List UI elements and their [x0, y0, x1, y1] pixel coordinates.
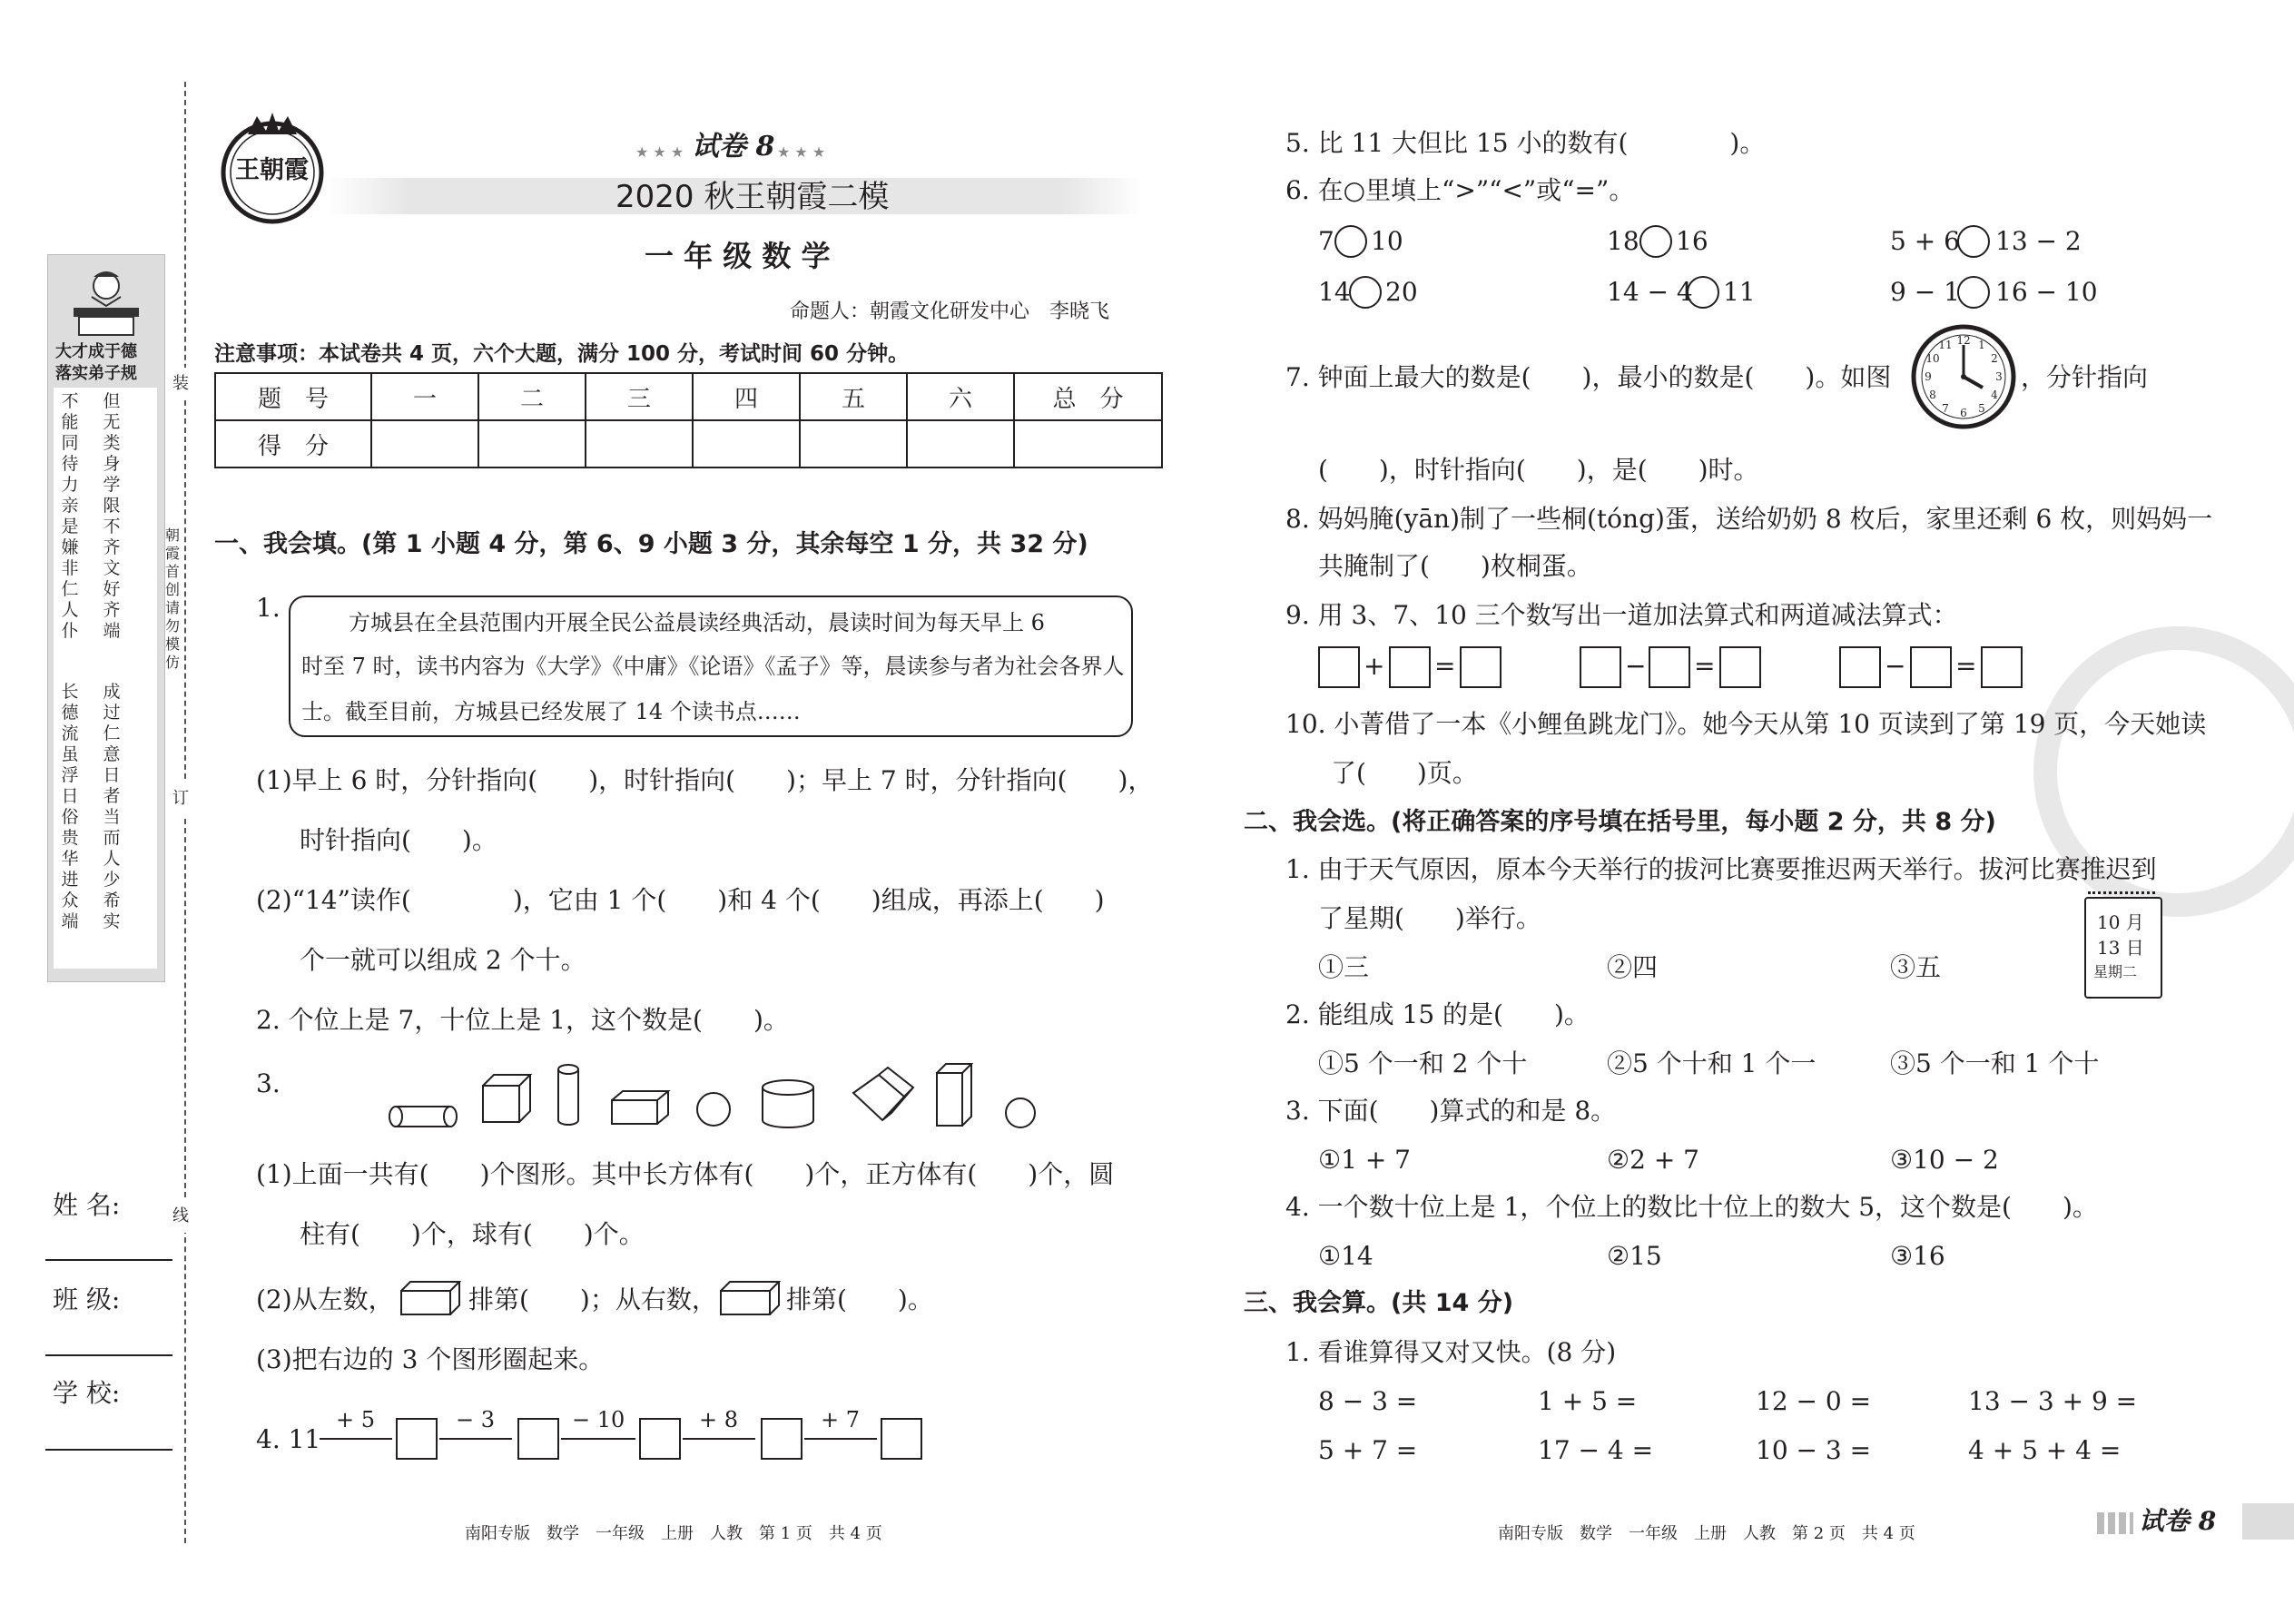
q4-answer-box[interactable] [761, 1418, 802, 1460]
s2-q3-option: ③10 − 2 [1890, 1145, 1999, 1175]
footer-tag-decor [2097, 1512, 2133, 1534]
q7-line2: ( )，时针指向( )，是( )时。 [1318, 455, 1759, 485]
score-cell: 五 [800, 373, 907, 420]
calc-item: 10 − 3 = [1756, 1435, 1872, 1465]
motto-top: 大才成于德 [55, 342, 137, 361]
cuboid-icon [719, 1280, 781, 1316]
q4-op-label: + 8 [699, 1407, 739, 1432]
q3-number: 3. [256, 1068, 281, 1098]
q6-left: 9 − 1 [1890, 277, 1960, 307]
calc-item: 13 − 3 + 9 = [1968, 1386, 2138, 1416]
q10-line1: 10. 小菁借了一本《小鲤鱼跳龙门》。她今天从第 10 页读到了第 19 页，今天她读 [1285, 709, 2207, 739]
cube-shape [483, 1075, 530, 1122]
score-input[interactable] [693, 420, 800, 468]
q6-right: 13 − 2 [1995, 226, 2082, 256]
q9-answer-box[interactable] [1910, 646, 1952, 688]
q6-left: 5 + 6 [1890, 226, 1960, 256]
score-cell: 三 [586, 373, 693, 420]
s2-q1-line2: 了星期( )举行。 [1318, 903, 1541, 933]
q9-answer-box[interactable] [1839, 646, 1881, 688]
q9-operator: = [1694, 651, 1716, 681]
q9-answer-box[interactable] [1981, 646, 2023, 688]
q6-left: 14 − 4 [1607, 277, 1693, 307]
cylinder-lying-shape [389, 1107, 457, 1127]
score-header-row [215, 373, 1162, 420]
q4-op-label: + 7 [821, 1407, 861, 1432]
q3-sub2-right: 排第( )。 [786, 1284, 933, 1314]
clock-icon [1910, 323, 2017, 430]
svg-text:1: 1 [1978, 339, 1985, 351]
q1-passage-line: 时至 7 时，读书内容为《大学》《中庸》《论语》《孟子》等，晨读参与者为社会各界人 [301, 654, 1125, 679]
motto-bottom: 落实弟子规 [55, 364, 137, 383]
q1-sub1-line1: (1)早上 6 时，分针指向( )，时针指向( )；早上 7 时，分针指向( )， [256, 765, 1154, 795]
notice-label-line: 注意事项：本试卷共 4 页，六个大题，满分 100 分，考试时间 60 分钟。 [214, 342, 910, 366]
q6-right: 11 [1723, 277, 1756, 307]
q6-compare-circle[interactable] [1957, 276, 1990, 309]
q5-text: 5. 比 11 大但比 15 小的数有( )。 [1285, 128, 1766, 158]
footer-gray-bar [2242, 1503, 2294, 1540]
q7-line1a: 7. 钟面上最大的数是( )，最小的数是( )。如图 [1285, 362, 1892, 392]
q6-left: 7 [1318, 226, 1334, 256]
arrow-icon [561, 1438, 635, 1440]
q3-sub1-line2: 柱有( )个，球有( )个。 [300, 1219, 645, 1249]
calendar-month: 10 月 [2097, 911, 2144, 933]
footer-paper-tag: 试卷 8 [2139, 1506, 2217, 1536]
section2-title: 二、我会选。(将正确答案的序号填在括号里，每小题 2 分，共 8 分) [1244, 808, 1996, 836]
q9-operator: − [1885, 651, 1906, 681]
brand-logo [213, 111, 331, 229]
q9-answer-box[interactable] [1318, 646, 1360, 688]
cylinder-standing-shape [558, 1065, 578, 1125]
sphere-small-shape [1006, 1098, 1035, 1127]
svg-text:3: 3 [1995, 370, 2003, 383]
calc-item: 17 − 4 = [1538, 1435, 1654, 1465]
calendar-day: 13 日 [2097, 937, 2144, 959]
s2-q3-text: 3. 下面( )算式的和是 8。 [1285, 1096, 1617, 1126]
svg-text:5: 5 [1978, 402, 1985, 415]
q9-operator: = [1955, 651, 1977, 681]
sidebar-motto-panel [47, 254, 165, 982]
svg-text:4: 4 [1991, 389, 1998, 401]
q6-right: 16 − 10 [1995, 277, 2098, 307]
q9-text: 9. 用 3、7、10 三个数写出一道加法算式和两道减法算式： [1285, 600, 1958, 630]
svg-text:8: 8 [1929, 389, 1936, 401]
seal-text: 朝霞首创 请勿模仿 [164, 527, 180, 671]
arrow-icon [439, 1438, 512, 1440]
q6-compare-circle[interactable] [1639, 225, 1672, 258]
s2-q4-option: ①14 [1318, 1241, 1373, 1271]
arrow-icon [683, 1438, 755, 1440]
calc-item: 4 + 5 + 4 = [1968, 1435, 2122, 1465]
name-label: 姓 名: [53, 1190, 121, 1220]
binding-mark: 订 [172, 782, 189, 815]
motto-column: 成过仁意日者当而人少希实 [103, 682, 121, 931]
q6-right: 10 [1371, 226, 1403, 256]
header-stars-left: ★ ★ ★ [635, 143, 684, 161]
q4-answer-box[interactable] [639, 1418, 681, 1460]
school-label: 学 校: [53, 1378, 121, 1408]
calc-item: 12 − 0 = [1756, 1386, 1872, 1416]
score-input[interactable] [586, 420, 693, 468]
arrow-icon [320, 1438, 392, 1440]
score-cell: 题 号 [215, 373, 371, 420]
q9-answer-box[interactable] [1719, 646, 1761, 688]
svg-text:6: 6 [1960, 407, 1967, 419]
footer-right: 南阳专版 数学 一年级 上册 人教 第 2 页 共 4 页 [1498, 1524, 1915, 1543]
score-table [214, 372, 1163, 468]
q2-text: 2. 个位上是 7，十位上是 1，这个数是( )。 [256, 1005, 789, 1035]
s2-q1-line1: 1. 由于天气原因，原本今天举行的拔河比赛要推迟两天举行。拔河比赛推迟到 [1285, 854, 2157, 884]
q4-op-label: + 5 [336, 1407, 376, 1432]
exam-title: 2020 秋王朝霞二模 [615, 179, 890, 215]
score-input[interactable] [478, 420, 586, 468]
calc-item: 1 + 5 = [1538, 1386, 1638, 1416]
calc-item: 5 + 7 = [1318, 1435, 1418, 1465]
score-cell: 四 [693, 373, 800, 420]
q6-left: 18 [1607, 226, 1639, 256]
footer-left: 南阳专版 数学 一年级 上册 人教 第 1 页 共 4 页 [465, 1524, 882, 1543]
motto-column: 不能同待力亲是嫌非仁人仆 [61, 391, 79, 641]
q1-sub1-line2: 时针指向( )。 [300, 825, 497, 855]
s2-q4-option: ②15 [1607, 1241, 1662, 1271]
q10-line2: 了( )页。 [1331, 758, 1478, 788]
q1-passage-line: 方城县在全县范围内开展全民公益晨读经典活动，晨读时间为每天早上 6 [349, 610, 1045, 635]
q3-shapes [381, 1060, 1071, 1133]
score-cell: 六 [907, 373, 1014, 420]
section3-title: 三、我会算。(共 14 分) [1244, 1289, 1514, 1317]
brand-logo-text: 王朝霞 [235, 156, 309, 184]
q9-answer-box[interactable] [1649, 646, 1690, 688]
score-cell: 总 分 [1014, 373, 1162, 420]
q4-op-label: − 10 [572, 1407, 625, 1432]
section1-title: 一、我会填。(第 1 小题 4 分，第 6、9 小题 3 分，其余每空 1 分，共 32 分) [214, 530, 1088, 558]
binding-mark: 装 [172, 368, 189, 400]
class-field[interactable] [45, 1354, 172, 1356]
q3-sub2-mid: 排第( )；从右数， [468, 1284, 717, 1314]
svg-text:12: 12 [1956, 334, 1971, 347]
q8-line2: 共腌制了( )枚桐蛋。 [1318, 551, 1592, 581]
score-value-row [215, 420, 1162, 468]
q6-text: 6. 在○里填上“>”“<”或“=”。 [1285, 175, 1635, 205]
author-line: 命题人：朝霞文化研发中心 李晓飞 [790, 300, 1110, 323]
q6-right: 20 [1385, 277, 1418, 307]
cuboid-tall-shape [937, 1064, 971, 1126]
q3-sub1-line1: (1)上面一共有( )个图形。其中长方体有( )个，正方体有( )个，圆 [256, 1159, 1115, 1189]
q1-sub2-line2: 个一就可以组成 2 个十。 [300, 945, 586, 975]
svg-text:11: 11 [1938, 339, 1953, 351]
q4-answer-box[interactable] [881, 1418, 922, 1460]
s2-q1-option: ③五 [1890, 952, 1942, 982]
svg-text:9: 9 [1925, 370, 1932, 383]
q1-number: 1. [256, 593, 281, 623]
s2-q1-option: ②四 [1607, 952, 1659, 982]
q4-answer-box[interactable] [517, 1418, 559, 1460]
q9-operator: − [1625, 651, 1647, 681]
q4-start: 4. 11 [256, 1424, 321, 1454]
arrow-icon [804, 1438, 877, 1440]
calendar-rings [2088, 891, 2155, 903]
q6-right: 16 [1676, 226, 1708, 256]
q6-compare-circle[interactable] [1687, 276, 1719, 309]
q9-answer-box[interactable] [1460, 646, 1501, 688]
q6-left: 14 [1318, 277, 1351, 307]
school-field[interactable] [45, 1449, 172, 1451]
motto-column: 长德流虽浮日俗贵华进众端 [61, 682, 79, 931]
s2-q2-option: ②5 个十和 1 个一 [1607, 1048, 1816, 1078]
s2-q3-option: ①1 + 7 [1318, 1145, 1411, 1175]
s2-q4-option: ③16 [1890, 1241, 1945, 1271]
q6-compare-circle[interactable] [1957, 225, 1990, 258]
q1-passage-line: 士。截至目前，方城县已经发展了 14 个读书点…… [301, 699, 801, 724]
s2-q2-text: 2. 能组成 15 的是( )。 [1285, 999, 1590, 1029]
score-cell: 一 [371, 373, 478, 420]
q8-line1: 8. 妈妈腌(yān)制了一些桐(tóng)蛋，送给奶奶 8 枚后，家里还剩 6 枚，则妈妈一 [1285, 504, 2213, 534]
cuboid-shape [612, 1091, 668, 1124]
score-input[interactable] [1014, 420, 1162, 468]
svg-text:7: 7 [1942, 402, 1949, 415]
q1-sub2-line1: (2)“14”读作( )，它由 1 个( )和 4 个( )组成，再添上( ) [256, 885, 1105, 915]
paper-tag: 试卷 8 [692, 131, 775, 162]
svg-text:10: 10 [1925, 352, 1940, 365]
q3-sub2-left: (2)从左数， [256, 1284, 394, 1314]
calendar-weekday: 星期二 [2093, 963, 2138, 980]
s2-q2-option: ①5 个一和 2 个十 [1318, 1048, 1528, 1078]
s2-q3-option: ②2 + 7 [1607, 1145, 1699, 1175]
scholar-figure-icon [66, 264, 146, 342]
score-cell: 得 分 [215, 420, 371, 468]
s2-q4-text: 4. 一个数十位上是 1，个位上的数比十位上的数大 5，这个数是( )。 [1285, 1192, 2098, 1222]
binding-mark: 线 [172, 1200, 189, 1233]
header-stars-right: ★ ★ ★ [777, 143, 826, 161]
s2-q1-option: ①三 [1318, 952, 1370, 982]
s2-q2-option: ③5 个一和 1 个十 [1890, 1048, 2100, 1078]
motto-column: 但无类身学限不齐文好齐端 [103, 391, 121, 641]
q4-op-label: − 3 [456, 1407, 496, 1432]
q3-sub3: (3)把右边的 3 个图形圈起来。 [256, 1344, 605, 1374]
score-input[interactable] [907, 420, 1014, 468]
q9-answer-box[interactable] [1580, 646, 1621, 688]
cube-tilted-shape [853, 1068, 913, 1120]
cuboid-icon [399, 1280, 461, 1316]
q9-operator: = [1434, 651, 1456, 681]
svg-text:2: 2 [1991, 352, 1998, 365]
s3-q1-text: 1. 看谁算得又对又快。(8 分) [1285, 1337, 1617, 1367]
class-label: 班 级: [53, 1284, 121, 1314]
score-cell: 二 [478, 373, 586, 420]
q9-answer-box[interactable] [1389, 646, 1431, 688]
q4-answer-box[interactable] [396, 1418, 438, 1460]
q6-compare-circle[interactable] [1349, 276, 1382, 309]
q7-line1b: ，分针指向 [2021, 362, 2149, 392]
name-field[interactable] [45, 1259, 172, 1261]
subject-title: 一 年 级 数 学 [645, 239, 831, 273]
q6-compare-circle[interactable] [1334, 225, 1367, 258]
q9-operator: + [1364, 651, 1385, 681]
calc-item: 8 − 3 = [1318, 1386, 1418, 1416]
sphere-shape [697, 1093, 730, 1126]
score-input[interactable] [371, 420, 478, 468]
cylinder-wide-shape [763, 1080, 813, 1127]
score-input[interactable] [800, 420, 907, 468]
